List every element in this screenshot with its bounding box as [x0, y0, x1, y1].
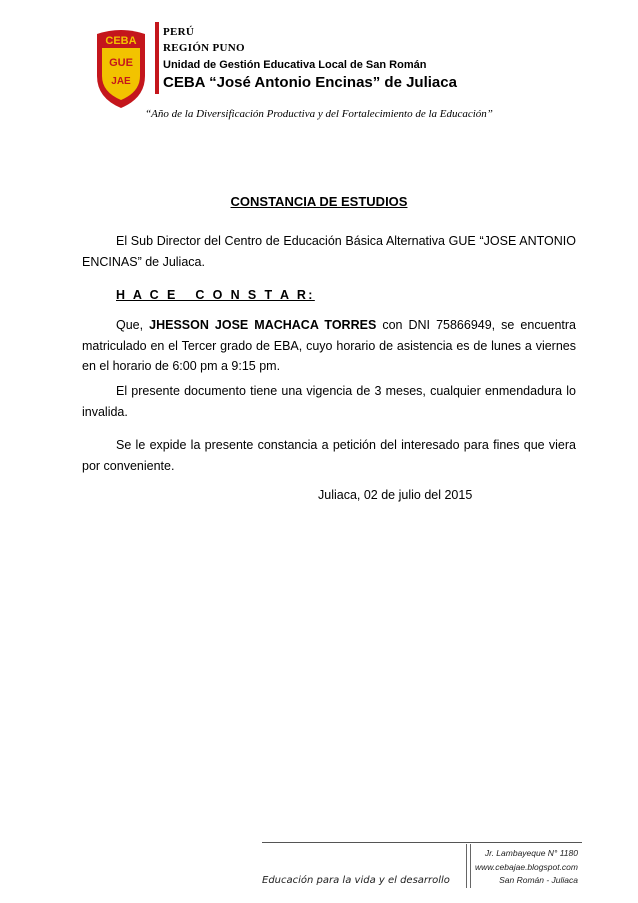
- hace-constar-heading: H A C E C O N S T A R:: [116, 288, 315, 302]
- footer-city: San Román - Juliaca: [499, 875, 578, 885]
- paragraph-purpose: Se le expide la presente constancia a petición del interesado para fines que viera por conveniente.: [82, 438, 576, 473]
- header-country: PERÚ: [163, 26, 195, 38]
- logo-sub: JAE: [111, 76, 131, 87]
- header-ugel: Unidad de Gestión Educativa Local de San Román: [163, 59, 427, 71]
- paragraph-student: [82, 315, 576, 377]
- header-motto: “Año de la Diversificación Productiva y del Fortalecimiento de la Educación”: [145, 108, 493, 120]
- logo-letters: GUE: [109, 57, 133, 69]
- document-date: Juliaca, 02 de julio del 2015: [318, 488, 473, 502]
- footer-separator: [466, 844, 467, 888]
- p3-after: con DNI 75866949, se encuentra matriculado en el Tercer grado de EBA, cuyo horario de asistencia es de lunes a viernes en el horario de 6:00 pm a 9:15 pm.: [82, 318, 577, 373]
- footer-address: Jr. Lambayeque N° 1180: [484, 848, 578, 858]
- p3-before: Que,: [116, 318, 150, 332]
- paragraph-issuer: El Sub Director del Centro de Educación Básica Alternativa GUE “JOSE ANTONIO ENCINAS” de Juliaca.: [82, 234, 576, 269]
- document-title: CONSTANCIA DE ESTUDIOS: [230, 194, 408, 209]
- ceba-logo-icon: [91, 28, 151, 110]
- footer-motto: Educación para la vida y el desarrollo: [262, 875, 450, 886]
- student-name: JHESSON JOSE MACHACA TORRES: [149, 318, 377, 332]
- header-ceba-name: CEBA “José Antonio Encinas” de Juliaca: [163, 74, 457, 91]
- logo-text: CEBA: [105, 35, 137, 47]
- header-divider: [155, 22, 159, 94]
- paragraph-validity: El presente documento tiene una vigencia de 3 meses, cualquier enmendadura lo invalida.: [82, 384, 576, 419]
- footer-rule: [262, 842, 582, 843]
- footer-separator: [470, 844, 471, 888]
- footer-website: www.cebajae.blogspot.com: [474, 862, 578, 872]
- header-region: REGIÓN PUNO: [163, 42, 245, 54]
